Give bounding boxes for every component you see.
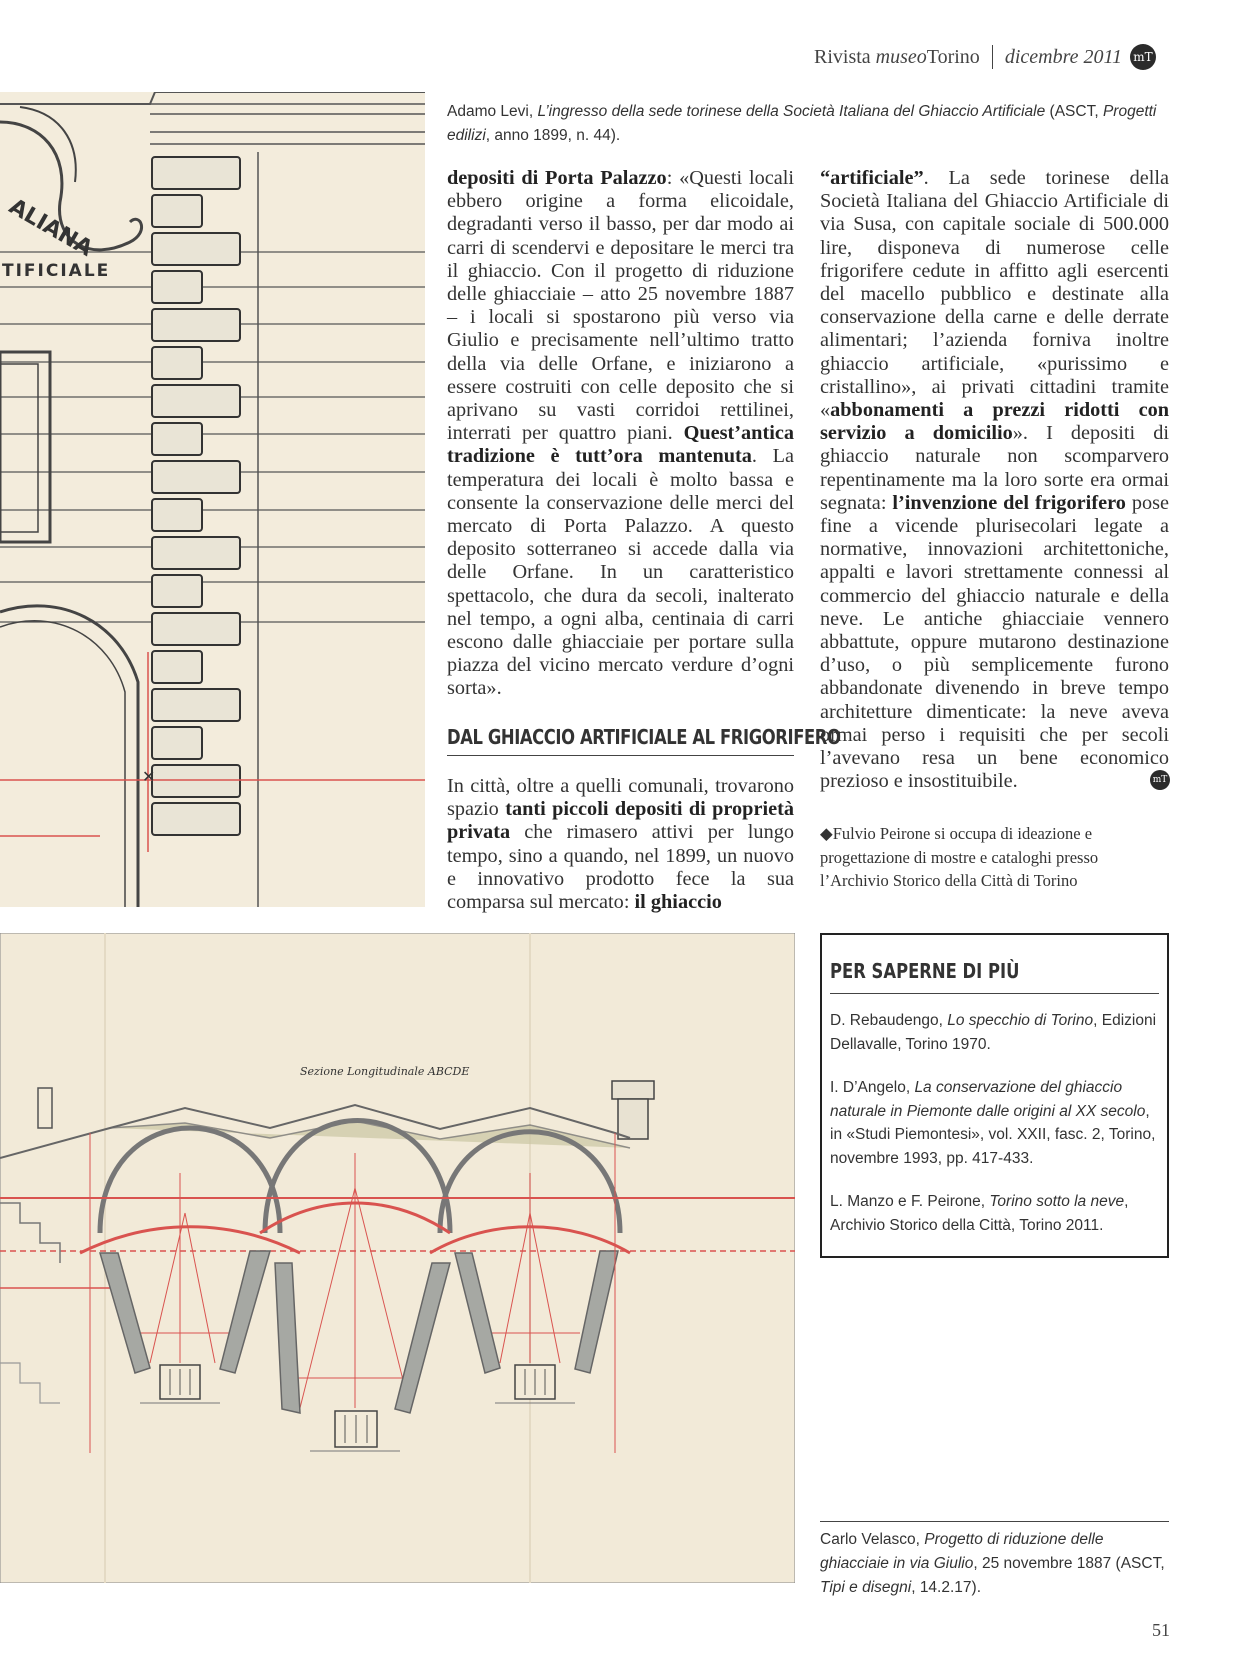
further-reading-rule <box>830 993 1159 994</box>
paragraph-private-deposits: In città, oltre a quelli comunali, trovarono spazio tanti piccoli depositi di proprietà privata che rimasero attivi per lungo tempo, sino a quando, nel 1899, un nuovo e innovativo prodotto fece la sua comparsa sul mercato: il ghiaccio <box>447 775 794 914</box>
reference-1: D. Rebaudengo, Lo specchio di Torino, Edizioni Dellavalle, Torino 1970. <box>830 1012 1157 1053</box>
section-heading: DAL GHIACCIO ARTIFICIALE AL FRIGORIFERO <box>447 725 841 749</box>
magazine-name: Rivista museoTorino <box>813 45 980 68</box>
drawing-section-label: Sezione Longitudinale ABCDE <box>300 1065 470 1078</box>
drawing-lettering-1: ALIANA <box>4 194 97 262</box>
reference-3: L. Manzo e F. Peirone, Torino sotto la neve, Archivio Storico della Città, Torino 2011. <box>830 1193 1129 1234</box>
section-heading-rule <box>447 755 794 756</box>
bottom-caption-rule <box>820 1521 1169 1522</box>
reference-2: I. D’Angelo, La conservazione del ghiaccio naturale in Piemonte dalle origini al XX secolo, in «Studi Piemontesi», vol. XXII, fasc. 2, Torino, novembre 1993, pp. 417-433. <box>830 1079 1156 1167</box>
end-of-article-icon: mT <box>1150 770 1170 790</box>
header-divider <box>992 45 993 69</box>
article-column-right <box>820 167 1169 793</box>
paragraph-porta-palazzo: depositi di Porta Palazzo: «Questi locali ebbero origine a forma elicoidale, degradanti verso il basso, per dar modo ai carri di scendervi e depositare le merci tra il ghiaccio. Con il progetto di riduzione delle ghiacciaie – atto 25 novembre 1887 – i locali si spostarono più verso via Giulio e precisamente nell’ultimo tratto della via delle Orfane, e iniziarono a essere costruiti con celle deposito che si aprivano su vasti corridoi rettilinei, interrati per quattro piani. Quest’antica tradizione è tutt’ora mantenuta. La temperatura dei locali è molto bassa e consente la conservazione delle merci del mercato di Porta Palazzo. A questo deposito sotterraneo si accede dalla via delle Orfane. In un caratteristico spettacolo, che dura da secoli, inalterato nel tempo, a ogni alba, centinaia di carri escono dalle ghiacciaie per portare sulla piazza del vicino mercato verdure d’ogni sorta». <box>447 167 795 700</box>
facade-drawing <box>0 92 425 907</box>
icehouse-section-drawing-image <box>0 933 795 1583</box>
bottom-image-caption: Carlo Velasco, Progetto di riduzione delle ghiacciaie in via Giulio, 25 novembre 1887 (ASCT, Tipi e disegni, 14.2.17). <box>820 1531 1165 1596</box>
magazine-logo-icon: mT <box>1130 44 1156 70</box>
icehouse-section-drawing <box>0 933 795 1583</box>
page-number: 51 <box>1152 1620 1170 1640</box>
paragraph-artificial-ice: “artificiale”. La sede torinese della Società Italiana del Ghiaccio Artificiale di via Susa, con capitale sociale di 500.000 lire, disponeva di numerose celle frigorifere cedute in affitto agli esercenti del macello pubblico e destinate alla conservazione della carne e delle derrate alimentari; l’azienda forniva inoltre ghiaccio artificiale, «purissimo e cristallino», ai privati cittadini tramite «abbonamenti a prezzi ridotti con servizio a domicilio». I depositi di ghiaccio naturale non scomparvero repentinamente ma la loro sorte era ormai segnata: l’invenzione del frigorifero pose fine a vicende plurisecolari legate a normative, innovazioni architettoniche, appalti e lavori strettamente connessi al commercio del ghiaccio naturale e della neve. Le antiche ghiacciaie vennero abbattute, oppure mutarono destinazione d’uso, o più semplicemente furono abbandonate divenendo in breve tempo architetture dimenticate: la neve aveva ormai perso i requisiti che per secoli l’avevano resa un bene economico prezioso e insostituibile. <box>820 167 1169 793</box>
further-reading-title: PER SAPERNE DI PIÙ <box>830 959 1020 983</box>
top-image-caption: Adamo Levi, L’ingresso della sede torinese della Società Italiana del Ghiaccio Artificiale (ASCT, Progetti edilizi, anno 1899, n. 44). <box>447 103 1157 144</box>
author-note: ◆Fulvio Peirone si occupa di ideazione e progettazione di mostre e cataloghi presso l’Archivio Storico della Città di Torino <box>820 824 1099 890</box>
drawing-lettering-2: TIFICIALE <box>2 261 111 281</box>
article-column-left <box>447 167 794 701</box>
issue-date: dicembre 2011 <box>1004 45 1122 68</box>
svg-text:✕: ✕ <box>142 767 156 786</box>
facade-drawing-image <box>0 92 425 907</box>
running-header <box>814 44 1156 70</box>
further-reading-box <box>820 933 1169 1258</box>
article-column-left-2 <box>447 775 794 914</box>
